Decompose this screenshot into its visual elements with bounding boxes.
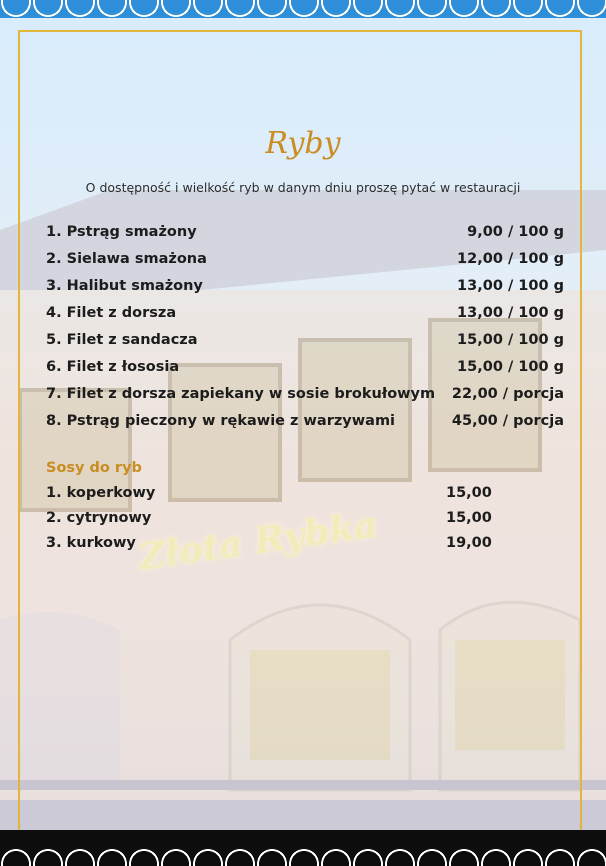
menu-item-price: 15,00 / 100 g bbox=[457, 359, 564, 375]
menu-item-price: 45,00 / porcja bbox=[451, 413, 564, 429]
menu-item bbox=[46, 359, 564, 383]
menu-item bbox=[46, 278, 564, 302]
sauce-item-price: 15,00 bbox=[446, 485, 492, 501]
menu-item bbox=[46, 224, 564, 248]
menu-item-price: 12,00 / 100 g bbox=[457, 251, 564, 267]
sauces-section-title: Sosy do ryb bbox=[46, 460, 142, 476]
sauce-item bbox=[46, 535, 492, 559]
menu-item-price: 13,00 / 100 g bbox=[457, 278, 564, 294]
top-scalloped-border bbox=[0, 0, 606, 18]
sauce-item-name: 1. koperkowy bbox=[46, 485, 156, 501]
menu-item bbox=[46, 305, 564, 329]
menu-item-name: 4. Filet z dorsza bbox=[46, 305, 177, 321]
page-subtitle: O dostępność i wielkość ryb w danym dniu proszę pytać w restauracji bbox=[85, 180, 521, 195]
sign-text: Złota Rybka bbox=[136, 503, 381, 579]
page-title: Ryby bbox=[265, 126, 341, 161]
menu-item-price: 13,00 / 100 g bbox=[457, 305, 564, 321]
menu-item bbox=[46, 413, 564, 437]
menu-item-name: 1. Pstrąg smażony bbox=[46, 224, 197, 240]
sauce-item bbox=[46, 510, 492, 534]
menu-item-name: 8. Pstrąg pieczony w rękawie z warzywami bbox=[46, 413, 396, 429]
menu-item-name: 7. Filet z dorsza zapiekany w sosie brokułowym bbox=[46, 386, 436, 402]
sauce-item-price: 19,00 bbox=[446, 535, 492, 551]
sauce-item-name: 3. kurkowy bbox=[46, 535, 136, 551]
bottom-scalloped-border bbox=[0, 830, 606, 866]
menu-item-name: 6. Filet z łososia bbox=[46, 359, 180, 375]
menu-item bbox=[46, 332, 564, 356]
menu-item-price: 22,00 / porcja bbox=[451, 386, 564, 402]
menu-item-price: 15,00 / 100 g bbox=[457, 332, 564, 348]
sauce-item-price: 15,00 bbox=[446, 510, 492, 526]
menu-item-name: 3. Halibut smażony bbox=[46, 278, 203, 294]
menu-item bbox=[46, 251, 564, 275]
menu-item-name: 2. Sielawa smażona bbox=[46, 251, 207, 267]
menu-item-name: 5. Filet z sandacza bbox=[46, 332, 198, 348]
menu-item bbox=[46, 386, 564, 410]
sauce-item-name: 2. cytrynowy bbox=[46, 510, 152, 526]
sauce-item bbox=[46, 485, 492, 509]
menu-item-price: 9,00 / 100 g bbox=[467, 224, 564, 240]
